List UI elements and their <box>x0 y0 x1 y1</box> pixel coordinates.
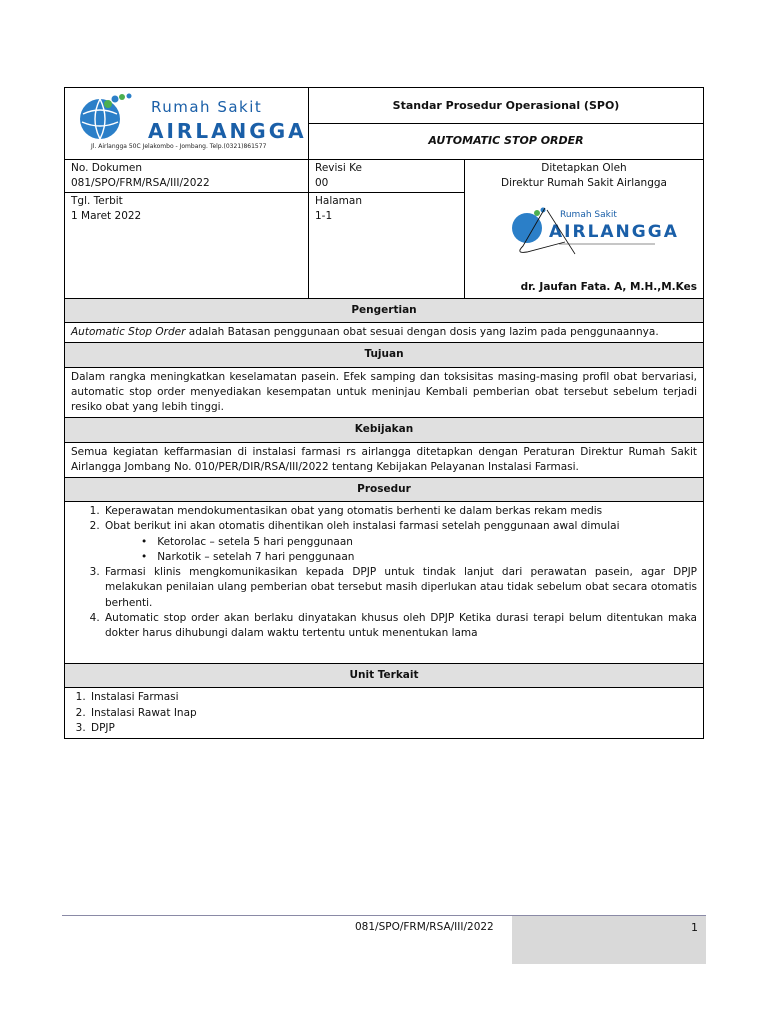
section-body-prosedur <box>65 502 703 664</box>
info-col-right <box>465 160 703 298</box>
doc-no-value: 081/SPO/FRM/RSA/III/2022 <box>71 177 210 190</box>
issued-label: Tgl. Terbit <box>71 195 123 207</box>
revision-label: Revisi Ke <box>315 162 362 174</box>
svg-text:Rumah Sakit: Rumah Sakit <box>560 210 617 220</box>
signature-stamp <box>505 200 679 260</box>
procedure-sub-item: • Ketorolac – setela 5 hari penggunaan <box>155 535 697 550</box>
doc-no-cell <box>65 160 308 193</box>
issued-cell <box>65 193 308 298</box>
page-label: Halaman <box>315 195 362 207</box>
spo-document <box>64 87 704 739</box>
footer-page-number: 1 <box>512 916 706 964</box>
hospital-logo <box>65 88 309 159</box>
brand-airlangga: AIRLANGGA <box>148 119 307 143</box>
page-value: 1-1 <box>315 210 333 223</box>
page-title: Standar Prosedur Operasional (SPO) <box>309 88 703 124</box>
footer-doc-number: 081/SPO/FRM/RSA/III/2022 <box>355 921 494 933</box>
section-title-prosedur: Prosedur <box>65 478 703 502</box>
page-cell <box>309 193 464 298</box>
procedure-step: 3. Farmasi klinis mengkomunikasikan kepada DPJP untuk tindak lanjut dari perawatan pasein, agar DPJP melakukan penilaian ulang pemberian obat tersebut masih diperlukan atau tidak sebelum obat secara otomatis berhenti. <box>103 565 697 611</box>
signature-logo-icon <box>505 200 679 260</box>
issued-value: 1 Maret 2022 <box>71 210 142 223</box>
info-col-left <box>65 160 309 298</box>
revision-cell <box>309 160 464 193</box>
section-title-kebijakan: Kebijakan <box>65 418 703 442</box>
revision-value: 00 <box>315 177 329 190</box>
director-name: dr. Jaufan Fata. A, M.H.,M.Kes <box>520 280 697 293</box>
procedure-step: 4. Automatic stop order akan berlaku dinyatakan khusus oleh DPJP Ketika durasi terapi belum ditentukan maka dokter harus dihubungi dalam waktu tertentu untuk menentukan lama <box>103 611 697 641</box>
section-body-pengertian <box>65 323 703 343</box>
procedure-step-text: Obat berikut ini akan otomatis dihentikan oleh instalasi farmasi setelah penggunaan awal dimulai <box>105 520 620 533</box>
section-title-unit-terkait: Unit Terkait <box>65 664 703 688</box>
procedure-list <box>71 504 697 641</box>
svg-text:AIRLANGGA: AIRLANGGA <box>549 222 679 242</box>
info-block <box>65 160 703 299</box>
page-subtitle: AUTOMATIC STOP ORDER <box>428 134 584 147</box>
procedure-step <box>103 519 697 565</box>
section-body-tujuan: Dalam rangka meningkatkan keselamatan pasein. Efek samping dan toksisitas masing-masing profil obat bervariasi, automatic stop order menyediakan kesempatan untuk meninjau Kembali pemberian obat tersebut sebelum terjadi resiko obat yang lebih tinggi. <box>65 368 703 419</box>
approved-label: Ditetapkan Oleh <box>541 162 627 174</box>
pengertian-term: Automatic Stop Order <box>71 326 186 339</box>
section-body-kebijakan: Semua kegiatan keffarmasian di instalasi farmasi rs airlangga ditetapkan dengan Peraturan Direktur Rumah Sakit Airlangga Jombang No. 010/PER/DIR/RSA/III/2022 tentang Kebijakan Pelayanan Instalasi Farmasi. <box>65 443 703 478</box>
info-col-mid <box>309 160 465 298</box>
procedure-step: 1. Keperawatan mendokumentasikan obat yang otomatis berhenti ke dalam berkas rekam medis <box>103 504 697 519</box>
hospital-address: Jl. Airlangga 50C Jelakombo - Jombang. Telp.(0321)861577 <box>91 143 267 150</box>
unit-item: 3. DPJP <box>89 721 697 736</box>
section-title-pengertian: Pengertian <box>65 299 703 323</box>
unit-item: 1. Instalasi Farmasi <box>89 690 697 705</box>
doc-no-label: No. Dokumen <box>71 162 143 174</box>
brand-rumah-sakit: Rumah Sakit <box>151 98 263 116</box>
approved-by: Direktur Rumah Sakit Airlangga <box>501 177 667 190</box>
header-row <box>65 88 703 160</box>
title-block <box>309 88 703 159</box>
section-title-tujuan: Tujuan <box>65 343 703 367</box>
pengertian-text: adalah Batasan penggunaan obat sesuai dengan dosis yang lazim pada penggunaannya. <box>185 326 659 339</box>
unit-item: 2. Instalasi Rawat Inap <box>89 706 697 721</box>
unit-list <box>65 690 697 736</box>
procedure-sub-list <box>105 535 697 565</box>
section-body-unit-terkait <box>65 688 703 738</box>
procedure-sub-item: • Narkotik – setelah 7 hari penggunaan <box>155 550 697 565</box>
